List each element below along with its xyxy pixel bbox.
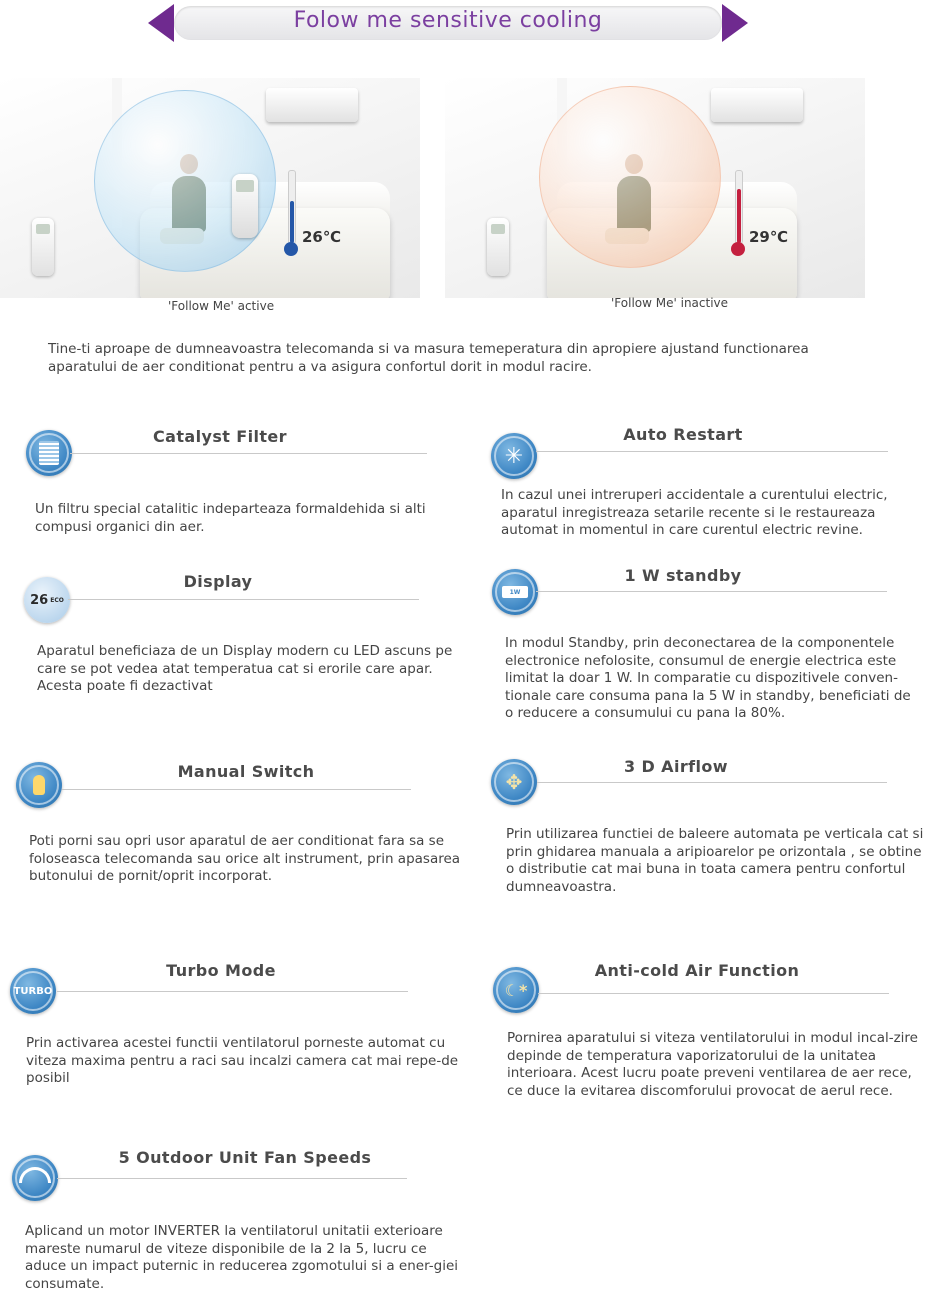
- divider: [538, 993, 889, 994]
- feature-text-display: Aparatul beneficiaza de un Display modern cu LED ascuns pe care se pot vedea atat temperatua cat si erorile care apar. Acesta poate fi dezactivat: [37, 643, 453, 694]
- intro-paragraph: Tine-ti aproape de dumneavoastra telecomanda si va masura temeperatura din apropiere ajustand functionarea aparatului de aer conditionat pentru a va asigura confortul dorit in modul racire.: [48, 341, 809, 375]
- follow-me-inactive-caption: 'Follow Me' inactive: [611, 296, 729, 310]
- feature-title-auto-restart: Auto Restart: [623, 425, 743, 444]
- feature-text-auto-restart: In cazul unei intreruperi accidentale a curentului electric, aparatul inregistreaza setarile recente si le restaureaza automat in momentul in care curentul electric revine.: [501, 487, 888, 538]
- turbo-icon: [10, 968, 56, 1014]
- remote-control-icon: [487, 218, 509, 276]
- feature-text-anti-cold-air: Pornirea aparatului si viteza ventilatorului in modul incal-zire depinde de temperatura vaporizatorului de la unitatea interioara. Acest lucru poate preveni ventilarea de aer rece, ce duce la evitarea discomforului provocat de aerul rece.: [507, 1030, 918, 1099]
- filter-icon: [26, 430, 72, 476]
- anti-cold-icon: ☾*: [493, 967, 539, 1013]
- remote-control-icon: [32, 218, 54, 276]
- follow-me-active-illustration: [0, 78, 420, 298]
- arrow-right-icon: [722, 4, 748, 42]
- arrow-left-icon: [148, 4, 174, 42]
- divider: [536, 591, 887, 592]
- feature-text-1w-standby: In modul Standby, prin deconectarea de la componentele electronice nefolosite, consumul de energie electrica este limitat la doar 1 W. In comparatie cu dispozitivele conven-tionale care consuma pana la 5 W in standby, beneficiati de o reducere a consumului cu pana la 80%.: [505, 635, 911, 721]
- feature-title-display: Display: [183, 572, 253, 591]
- feature-title-manual-switch: Manual Switch: [177, 762, 315, 781]
- battery-icon: [492, 569, 538, 615]
- divider: [57, 1178, 407, 1179]
- air-conditioner-unit-icon: [266, 88, 358, 122]
- fan-speed-gauge-icon: [12, 1155, 58, 1201]
- feature-title-1w-standby: 1 W standby: [624, 566, 742, 585]
- feature-title-catalyst-filter: Catalyst Filter: [153, 427, 287, 446]
- feature-text-catalyst-filter: Un filtru special catalitic indeparteaza formaldehida si alti compusi organici din aer.: [35, 501, 426, 535]
- feature-text-3d-airflow: Prin utilizarea functiei de baleere automata pe verticala cat si prin ghidarea manuala a aripioarelor pe orizontala , se obtine o distributie cat mai buna in toata camera pentru confortul dumneavoastra.: [506, 826, 924, 895]
- banner-title: Folow me sensitive cooling: [293, 8, 603, 33]
- divider: [62, 789, 411, 790]
- feature-title-3d-airflow: 3 D Airflow: [624, 757, 728, 776]
- warm-bubble: [539, 86, 721, 268]
- divider: [536, 451, 888, 452]
- follow-me-inactive-illustration: [445, 78, 865, 298]
- divider: [68, 599, 419, 600]
- feature-text-turbo-mode: Prin activarea acestei functii ventilatorul porneste automat cu viteza maxima pentru a raci sau incalzi camera cat mai repe-de posibil: [26, 1035, 459, 1086]
- air-conditioner-unit-icon: [711, 88, 803, 122]
- feature-title-turbo-mode: Turbo Mode: [166, 961, 276, 980]
- feature-text-manual-switch: Poti porni sau opri usor aparatul de aer conditionat fara sa se foloseasca telecomanda sau orice alt instrument, prin apasarea butonului de pornit/oprit incorporat.: [29, 833, 461, 884]
- thermometer-icon: [735, 170, 743, 244]
- thermometer-icon: [288, 170, 296, 244]
- airflow-arrows-icon: ✥: [491, 759, 537, 805]
- divider: [57, 991, 408, 992]
- divider: [537, 782, 887, 783]
- temperature-readout: 29℃: [749, 228, 789, 246]
- feature-title-anti-cold-air: Anti-cold Air Function: [594, 961, 800, 980]
- battery-icon-label: 1W: [502, 586, 528, 598]
- display-icon-digits: 26: [30, 592, 49, 608]
- follow-me-active-caption: 'Follow Me' active: [168, 299, 275, 313]
- turbo-icon-label: TURBO: [13, 985, 53, 997]
- restart-icon: ✳: [491, 433, 537, 479]
- hand-press-icon: [16, 762, 62, 808]
- temperature-readout: 26℃: [302, 228, 342, 246]
- divider: [70, 453, 427, 454]
- display-icon: [24, 577, 70, 623]
- feature-title-fan-speeds: 5 Outdoor Unit Fan Speeds: [118, 1148, 372, 1167]
- remote-control-icon: [232, 174, 258, 238]
- section-banner: [148, 4, 748, 42]
- display-icon-eco: ECO: [50, 596, 64, 604]
- feature-text-fan-speeds: Aplicand un motor INVERTER la ventilatorul unitatii exterioare mareste numarul de viteze disponibile de la 2 la 5, lucru ce aduce un impact puternic in reducerea zgomotului si a ener-giei consumate.: [25, 1223, 459, 1292]
